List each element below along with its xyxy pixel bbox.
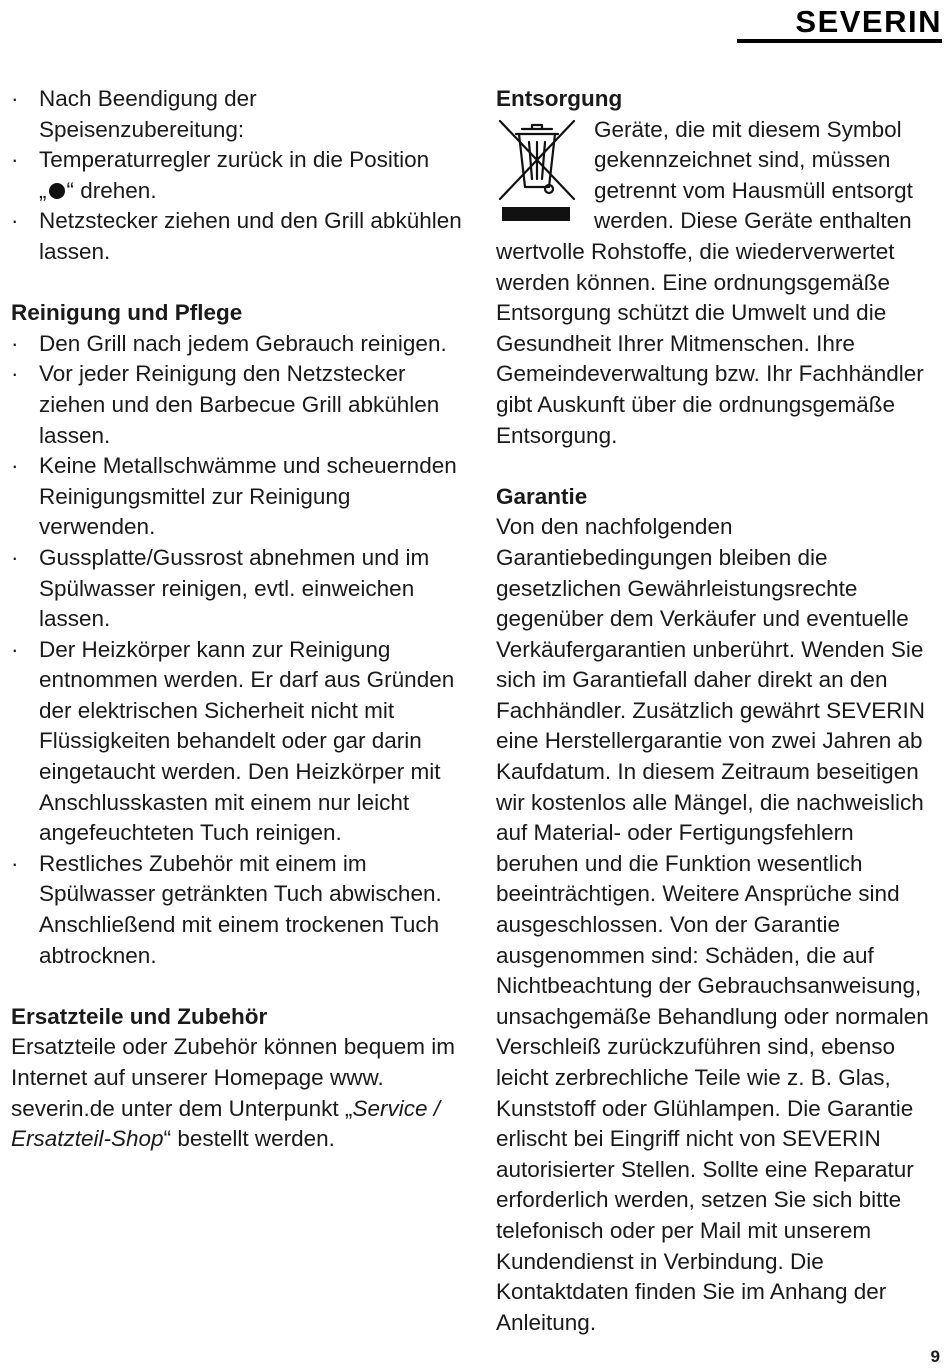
spare-parts-heading: Ersatzteile und Zubehör bbox=[11, 1003, 268, 1029]
bullet-dot-icon: · bbox=[11, 86, 19, 111]
list-item: · Den Grill nach jedem Gebrauch reinigen. bbox=[11, 329, 463, 360]
disposal-section bbox=[496, 115, 942, 452]
intro-bullet-list bbox=[11, 84, 463, 268]
page-number: 9 bbox=[930, 1347, 940, 1366]
list-item: · Netzstecker ziehen und den Grill abkühlen lassen. bbox=[11, 208, 462, 264]
spare-parts-paragraph: Ersatzteile oder Zubehör können bequem im Internet auf unserer Homepage www. severin.de unter dem Unterpunkt „Service / Ersatzteil-Shop“ bestellt werden. bbox=[11, 1034, 456, 1152]
list-item: · Nach Beendigung der Speisenzubereitung: bbox=[11, 86, 257, 142]
warranty-paragraph: Von den nachfolgenden Garantiebedingungen bleiben die gesetzlichen Gewährleistungsrechte gegenüber dem Verkäufer und eventuelle Verkäufergarantien unberührt. Wenden Sie sich im Garantiefall daher direkt an den Fachhändler. Zusätzlich gewährt SEVERIN eine Herstellergarantie von zwei Jahren ab Kaufdatum. In diesem Zeitraum beseitigen wir kostenlos alle Mängel, die nachweislich auf Material- oder Fertigungsfehlern beruhen und die Funktion wesentlich beeinträchtigen. Weitere Ansprüche sind ausgeschlossen. Von der Garantie ausgenommen sind: Schäden, die auf Nichtbeachtung der Gebrauchsanweisung, unsachgemäße Behandlung oder normalen Verschleiß zurückzuführen sind, ebenso leicht zerbrechliche Teile wie z. B. Glas, Kunststoff oder Glühlampen. Die Garantie erlischt bei Eingriff nicht von SEVERIN autorisierter Stellen. Sollte eine Reparatur erforderlich werden, setzen Sie sich bitte telefonisch oder per Mail mit unserem Kundendienst in Verbindung. Die Kontaktdaten finden Sie im Anhang der Anleitung. bbox=[496, 514, 929, 1335]
brand-name: SEVERIN bbox=[795, 4, 942, 39]
list-item: · Der Heizkörper kann zur Reinigung entnommen werden. Er darf aus Gründen der elektrischen Sicherheit nicht mit Flüssigkeiten behandelt oder gar darin eingetaucht werden. Den Heizkörper mit Anschlusskasten mit einem nur leicht angefeuchteten Tuch reinigen. bbox=[11, 636, 455, 846]
bullet-dot-icon: · bbox=[11, 850, 19, 876]
list-item: · Keine Metallschwämme und scheuernden Reinigungsmittel zur Reinigung verwenden. bbox=[11, 453, 457, 540]
list-item: · Gussplatte/Gussrost abnehmen und im Spülwasser reinigen, evtl. einweichen lassen. bbox=[11, 544, 430, 632]
shop-link-text: Service / Ersatzteil-Shop bbox=[11, 1095, 440, 1152]
bullet-dot-icon: · bbox=[11, 330, 19, 356]
left-column bbox=[11, 84, 463, 1155]
right-column bbox=[496, 84, 942, 1338]
list-item: · Vor jeder Reinigung den Netzstecker ziehen und den Barbecue Grill abkühlen lassen. bbox=[11, 361, 440, 448]
bullet-dot-icon: · bbox=[11, 453, 19, 479]
warranty-heading: Garantie bbox=[496, 483, 588, 509]
off-position-dot-icon bbox=[49, 183, 65, 199]
bullet-dot-icon: · bbox=[11, 361, 19, 387]
crossed-bin-icon bbox=[496, 117, 578, 225]
severin-logo bbox=[737, 6, 942, 43]
bullet-dot-icon: · bbox=[11, 147, 19, 173]
disposal-heading: Entsorgung bbox=[496, 86, 623, 111]
bullet-dot-icon: · bbox=[11, 636, 19, 662]
cleaning-heading: Reinigung und Pflege bbox=[11, 300, 243, 326]
cleaning-list bbox=[11, 329, 463, 971]
disposal-paragraph: Geräte, die mit diesem Symbol gekennzeichnet sind, müssen getrennt vom Hausmüll entsorgt werden. Diese Geräte enthalten wertvolle Rohstoffe, die wiederverwertet werden können. Eine ordnungsgemäße Entsorgung schützt die Umwelt und die Gesundheit Ihrer Mitmenschen. Ihre Gemeindeverwaltung bzw. Ihr Fachhändler gibt Auskunft über die ordnungsgemäße Entsorgung. bbox=[496, 116, 924, 448]
list-item: · Restliches Zubehör mit einem im Spülwasser getränkten Tuch abwischen. Anschließend mit einem trockenen Tuch abtrocknen. bbox=[11, 850, 442, 968]
logo-underline bbox=[737, 39, 942, 43]
bullet-dot-icon: · bbox=[11, 208, 19, 234]
list-item: · Temperaturregler zurück in die Position „ “ drehen. bbox=[11, 147, 430, 203]
bullet-dot-icon: · bbox=[11, 544, 19, 570]
